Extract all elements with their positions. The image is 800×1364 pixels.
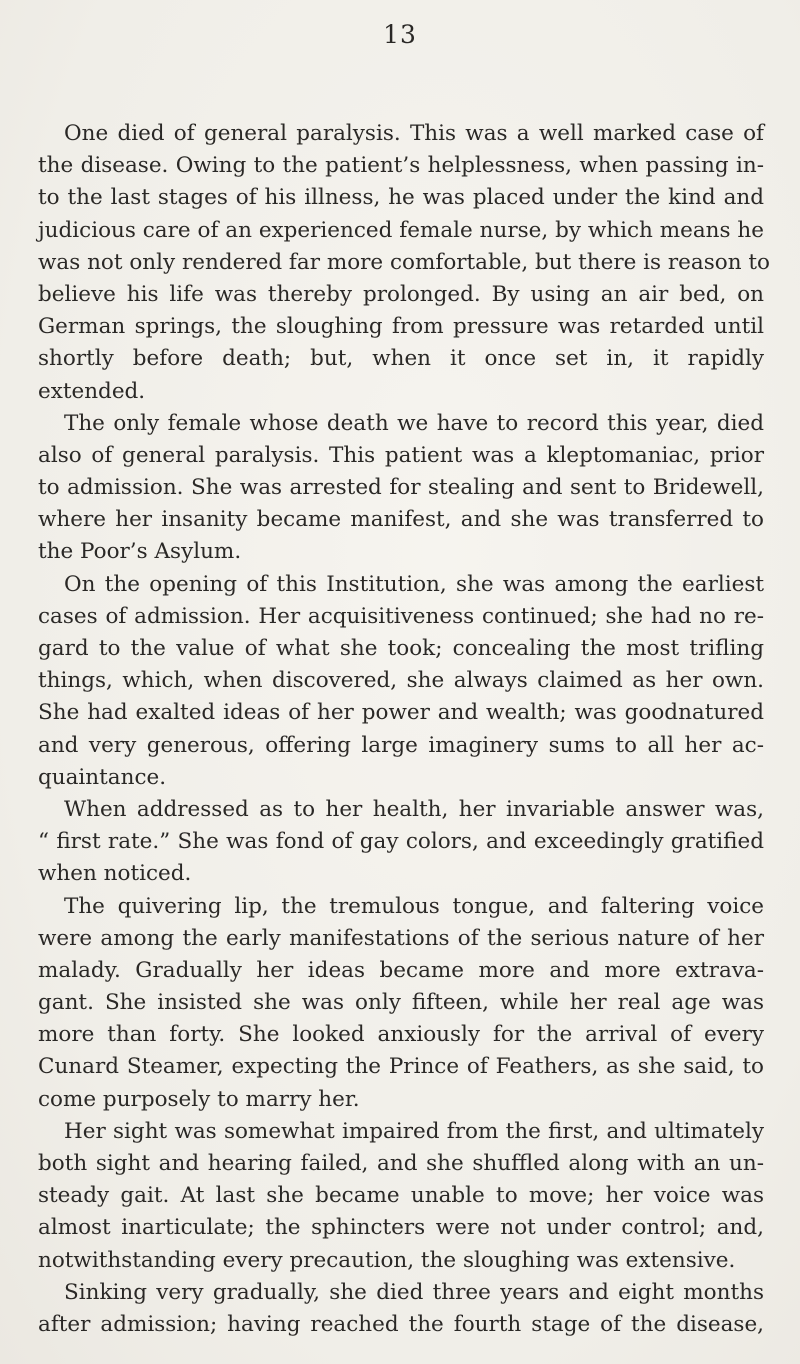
text-line: On the opening of this Institution, she was among the earliest bbox=[64, 571, 764, 597]
text-line: She had exalted ideas of her power and wealth; was goodnatured bbox=[38, 700, 764, 726]
body-text bbox=[38, 118, 770, 1341]
text-line: was not only rendered far more comfortable, but there is reason to bbox=[38, 249, 770, 275]
text-line: quaintance. bbox=[38, 764, 167, 790]
text-line: to admission. She was arrested for stealing and sent to Bridewell, bbox=[38, 475, 764, 501]
text-line: almost inarticulate; the sphincters were not under control; and, bbox=[38, 1215, 764, 1241]
text-line: cases of admission. Her acquisitiveness continued; she had no re- bbox=[38, 603, 764, 629]
text-line: The quivering lip, the tremulous tongue, and faltering voice bbox=[64, 893, 764, 919]
text-line: extended. bbox=[38, 378, 146, 404]
text-line: come purposely to marry her. bbox=[38, 1086, 360, 1112]
text-line: The only female whose death we have to record this year, died bbox=[64, 410, 764, 436]
text-line: the Poor’s Asylum. bbox=[38, 539, 242, 565]
text-line: when noticed. bbox=[38, 861, 192, 887]
text-line: When addressed as to her health, her invariable answer was, bbox=[64, 796, 764, 822]
text-line: also of general paralysis. This patient was a kleptomaniac, prior bbox=[38, 442, 764, 468]
text-line: Cunard Steamer, expecting the Prince of Feathers, as she said, to bbox=[38, 1054, 764, 1080]
text-line: to the last stages of his illness, he was placed under the kind and bbox=[38, 185, 764, 211]
text-line: were among the early manifestations of the serious nature of her bbox=[38, 925, 764, 951]
text-line: judicious care of an experienced female nurse, by which means he bbox=[38, 217, 764, 243]
text-line: gard to the value of what she took; concealing the most trifling bbox=[38, 636, 764, 661]
text-line: “ first rate.” She was fond of gay colors, and exceedingly gratified bbox=[38, 829, 764, 855]
text-line: steady gait. At last she became unable to move; her voice was bbox=[38, 1183, 764, 1209]
page-number: 13 bbox=[383, 20, 417, 49]
text-line: shortly before death; but, when it once set in, it rapidly bbox=[38, 346, 764, 372]
text-line: and very generous, offering large imaginery sums to all her ac- bbox=[38, 732, 764, 758]
text-line: gant. She insisted she was only fifteen, while her real age was bbox=[38, 990, 764, 1016]
text-line: German springs, the sloughing from pressure was retarded until bbox=[38, 314, 764, 340]
text-line: malady. Gradually her ideas became more and more extrava- bbox=[38, 957, 764, 983]
text-line: the disease. Owing to the patient’s helplessness, when passing in- bbox=[38, 153, 764, 179]
text-line: things, which, when discovered, she always claimed as her own. bbox=[38, 668, 764, 694]
text-line: notwithstanding every precaution, the sloughing was extensive. bbox=[38, 1247, 736, 1273]
text-line: Her sight was somewhat impaired from the first, and ultimately bbox=[64, 1118, 764, 1144]
text-line: more than forty. She looked anxiously for the arrival of every bbox=[38, 1022, 764, 1048]
text-line: after admission; having reached the fourth stage of the disease, bbox=[38, 1311, 764, 1337]
text-line: both sight and hearing failed, and she shuffled along with an un- bbox=[38, 1151, 764, 1176]
text-line: believe his life was thereby prolonged. By using an air bed, on bbox=[38, 281, 764, 307]
text-line: where her insanity became manifest, and she was transferred to bbox=[38, 507, 764, 533]
text-line: One died of general paralysis. This was a well marked case of bbox=[64, 121, 764, 146]
text-line: Sinking very gradually, she died three years and eight months bbox=[64, 1279, 764, 1305]
